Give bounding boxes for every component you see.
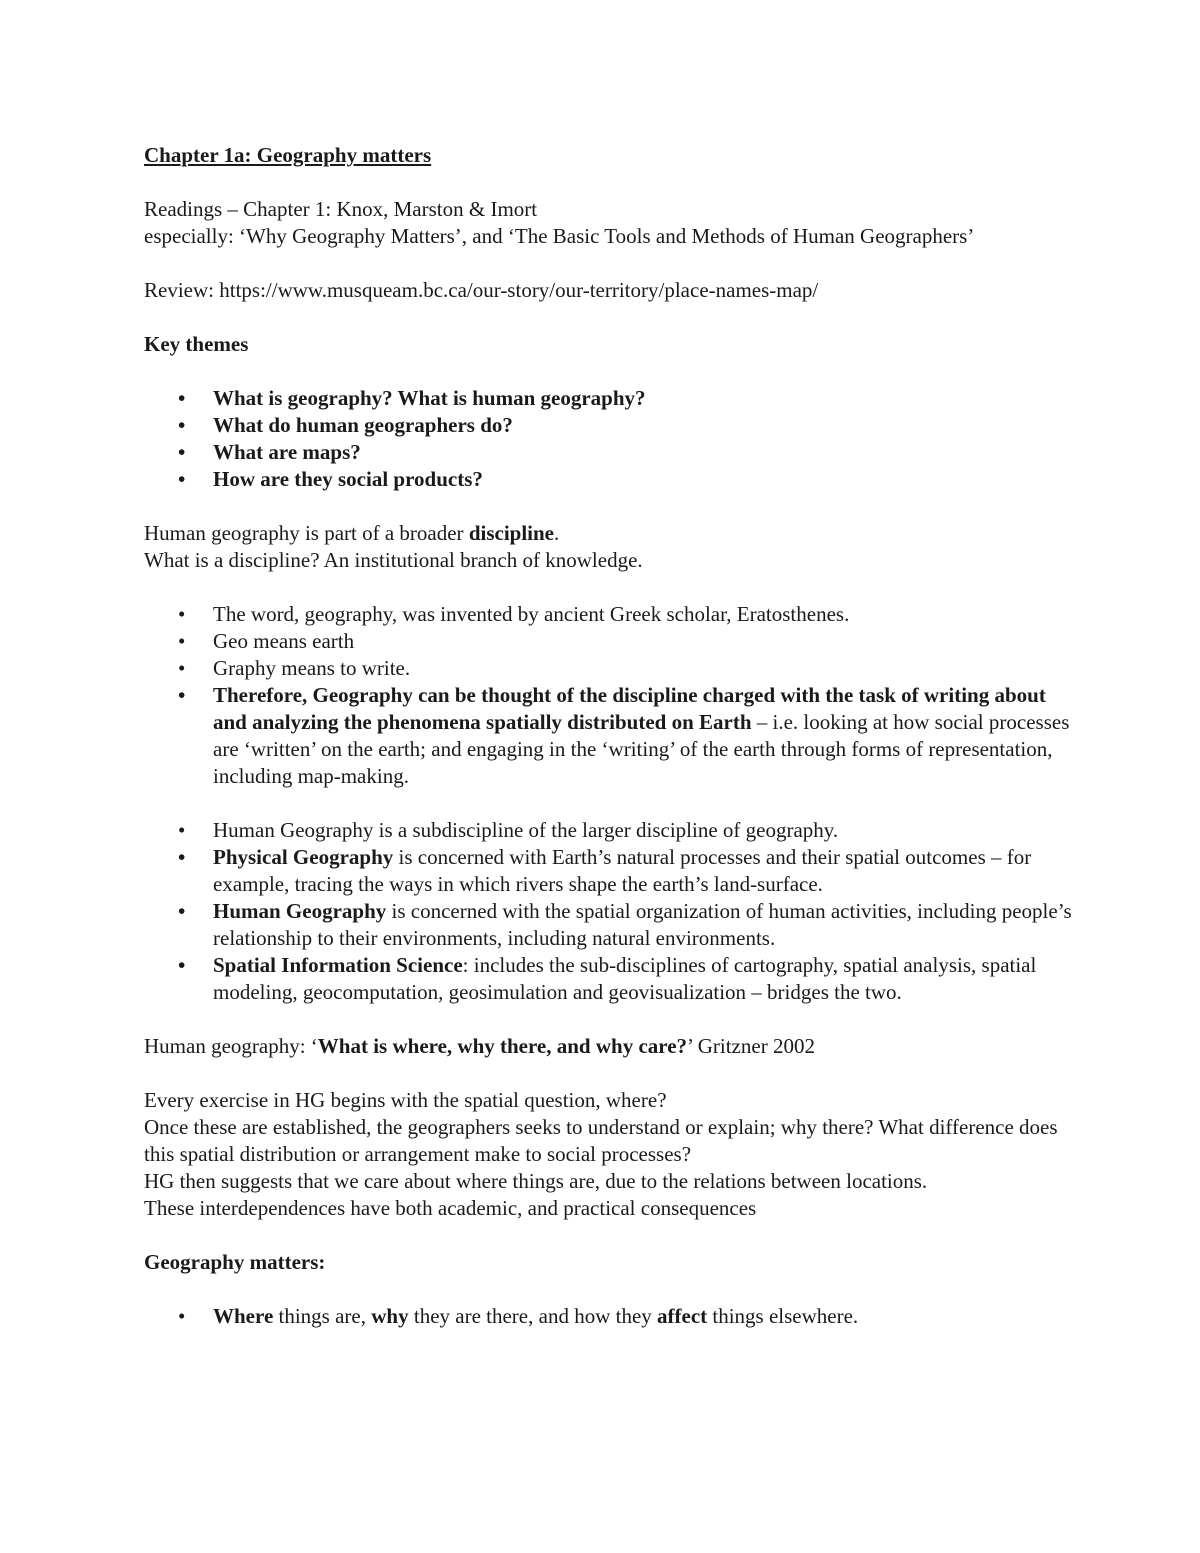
bullet-icon: •	[178, 953, 186, 977]
bullet-icon: •	[178, 629, 186, 653]
discipline-line-text: Human geography is part of a broader	[144, 521, 469, 545]
hg-line: HG then suggests that we care about where things are, due to the relations between locations.	[144, 1169, 928, 1193]
bullet-icon: •	[178, 683, 186, 707]
bullet-icon: •	[178, 440, 186, 464]
list-item-text: What is geography? What is human geography?	[213, 386, 646, 410]
list-item-text: How are they social products?	[213, 467, 483, 491]
hg-paragraph	[144, 1087, 1074, 1222]
review-line: Review: https://www.musqueam.bc.ca/our-story/our-territory/place-names-map/	[144, 278, 819, 302]
bullet-icon: •	[178, 899, 186, 923]
list-item-text: things elsewhere.	[707, 1304, 859, 1328]
readings-line: Readings – Chapter 1: Knox, Marston & Imort	[144, 197, 538, 221]
list-item	[144, 1303, 1074, 1330]
hg-line: These interdependences have both academic, and practical consequences	[144, 1196, 757, 1220]
geography-matters-heading: Geography matters:	[144, 1250, 326, 1274]
list-item	[144, 682, 1074, 790]
hg-line: Every exercise in HG begins with the spatial question, where?	[144, 1088, 667, 1112]
list-item-bold-text: Spatial Information Science	[213, 953, 463, 977]
list-item	[144, 601, 1074, 628]
readings-especially: especially: ‘Why Geography Matters’, and ‘The Basic Tools and Methods of Human Geographers’	[144, 224, 975, 248]
list-item-bold-text: Where	[213, 1304, 274, 1328]
hg-line: Once these are established, the geographers seeks to understand or explain; why there? What difference does this spatial distribution or arrangement make to social processes?	[144, 1115, 1058, 1166]
list-item-text: is concerned with the spatial organization of human activities, including people’s relationship to their environments, including natural environments.	[213, 899, 1072, 950]
list-item-bold-text: why	[371, 1304, 409, 1328]
key-themes-list	[144, 385, 1074, 493]
list-item-text: What do human geographers do?	[213, 413, 513, 437]
list-item	[144, 412, 1074, 439]
list-item-bold-text: Physical Geography	[213, 845, 394, 869]
discipline-block	[144, 520, 1074, 574]
list-item-bold-text: affect	[657, 1304, 708, 1328]
list-item	[144, 439, 1074, 466]
list-item-text: things are,	[273, 1304, 372, 1328]
list-item	[144, 385, 1074, 412]
list-item-text: Human Geography is a subdiscipline of the larger discipline of geography.	[213, 818, 839, 842]
list-item	[144, 952, 1074, 1006]
discipline-definition: What is a discipline? An institutional branch of knowledge.	[144, 548, 643, 572]
key-themes-heading: Key themes	[144, 332, 249, 356]
quote-line	[144, 1033, 1074, 1060]
list-item-text: Geo means earth	[213, 629, 355, 653]
geography-matters-list	[144, 1303, 1074, 1330]
discipline-line-end: .	[554, 521, 560, 545]
list-item	[144, 628, 1074, 655]
readings-block	[144, 196, 1074, 250]
subdisciplines-list	[144, 817, 1074, 1006]
quote-bold: What is where, why there, and why care?	[317, 1034, 688, 1058]
list-item-text: Graphy means to write.	[213, 656, 411, 680]
discipline-term: discipline	[468, 521, 555, 545]
bullet-icon: •	[178, 467, 186, 491]
bullet-icon: •	[178, 413, 186, 437]
list-item-text: – i.e. looking at how social processes are ‘written’ on the earth; and engaging in the ‘writing’ of the earth through forms of representation, including map-making.	[213, 710, 1070, 788]
list-item	[144, 655, 1074, 682]
list-item	[144, 898, 1074, 952]
list-item-bold-text: Human Geography	[213, 899, 387, 923]
bullet-icon: •	[178, 845, 186, 869]
list-item-bold-text: Therefore, Geography can be thought of the discipline charged with the task of writing about and analyzing the phenomena spatially distributed on Earth	[213, 683, 1046, 734]
word-origin-list	[144, 601, 1074, 790]
list-item-text: What are maps?	[213, 440, 361, 464]
list-item	[144, 817, 1074, 844]
bullet-icon: •	[178, 1304, 186, 1328]
bullet-icon: •	[178, 656, 186, 680]
bullet-icon: •	[178, 602, 186, 626]
list-item-text: The word, geography, was invented by ancient Greek scholar, Eratosthenes.	[213, 602, 850, 626]
document-title: Chapter 1a: Geography matters	[144, 143, 432, 167]
list-item-text: they are there, and how they	[408, 1304, 658, 1328]
list-item	[144, 466, 1074, 493]
bullet-icon: •	[178, 386, 186, 410]
list-item-text: : includes the sub-disciplines of cartography, spatial analysis, spatial modeling, geocomputation, geosimulation and geovisualization – bridges the two.	[213, 953, 1037, 1004]
discipline-line	[144, 520, 1074, 547]
list-item-text: is concerned with Earth’s natural processes and their spatial outcomes – for example, tracing the ways in which rivers shape the earth’s land-surface.	[213, 845, 1032, 896]
quote-post: ’ Gritzner 2002	[687, 1034, 815, 1058]
list-item	[144, 844, 1074, 898]
bullet-icon: •	[178, 818, 186, 842]
document-page	[144, 142, 1074, 1357]
quote-pre: Human geography: ‘	[144, 1034, 318, 1058]
